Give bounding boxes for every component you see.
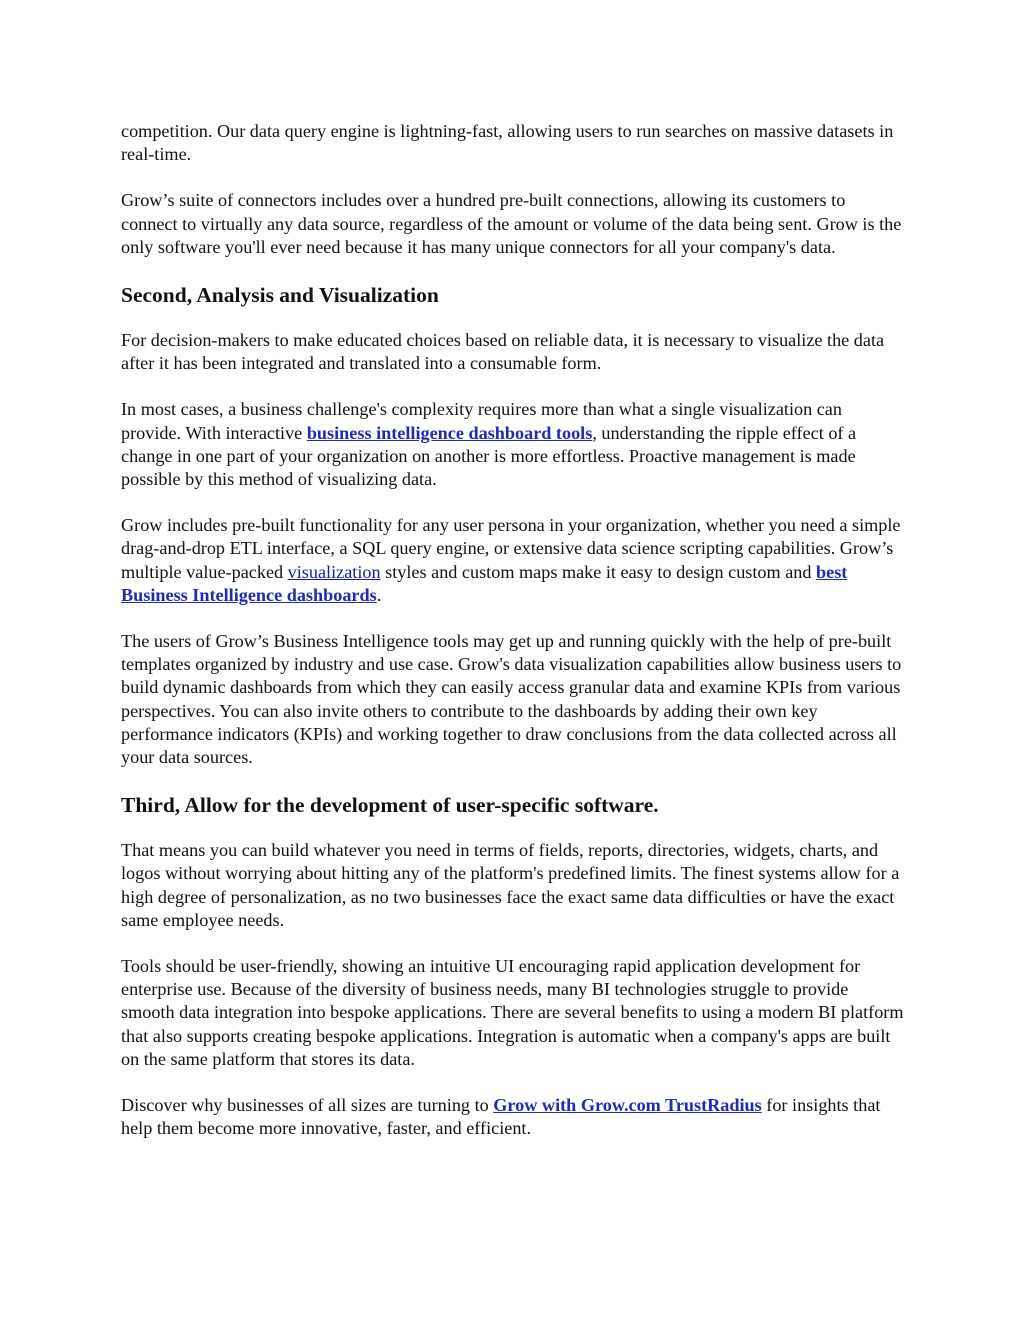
heading-analysis-visualization: Second, Analysis and Visualization [121,283,439,308]
paragraph-decision-makers: For decision-makers to make educated choices based on reliable data, it is necessary to visualize the data after it has been integrated and translated into a consumable form. [121,330,885,374]
paragraph-text: Discover why businesses of all sizes are turning to [121,1095,494,1116]
paragraph-text: for insights that help them become more innovative, faster, and efficient. [121,1095,881,1139]
link-best-bi-dashboards[interactable]: best Business Intelligence dashboards [121,561,848,605]
paragraph-text: . [376,584,382,605]
paragraph-build-whatever: That means you can build whatever you need in terms of fields, reports, directories, widgets, charts, and logos without worrying about hitting any of the platform's predefined limits. The finest systems allow for a high degree of personalization, as no two businesses face the exact same data difficulties or have the exact same employee needs. [121,840,900,930]
paragraph-user-friendly-tools: Tools should be user-friendly, showing an intuitive UI encouraging rapid application development for enterprise use. Because of the diversity of business needs, many BI technologies struggle to provide smooth data integration into bespoke applications. There are several benefits to using a modern BI platform that also supports creating bespoke applications. Integration is automatic when a company's apps are built on the same platform that stores its data. [121,956,904,1069]
link-visualization[interactable]: visualization [287,561,381,582]
paragraph-templates: The users of Grow’s Business Intelligence tools may get up and running quickly with the help of pre-built templates organized by industry and use case. Grow's data visualization capabilities allow business users to build dynamic dashboards from which they can easily access granular data and examine KPIs from various perspectives. You can also invite others to contribute to the dashboards by adding their own key performance indicators (KPIs) and working together to draw conclusions from the data collected across all your data sources. [121,631,902,768]
paragraph-text: In most cases, a business challenge's complexity requires more than what a single visualization can provide. With interactive [121,399,842,443]
paragraph-complexity [121,398,906,491]
paragraph-connectors: Grow’s suite of connectors includes over a hundred pre-built connections, allowing its customers to connect to virtually any data source, regardless of the amount or volume of the data being sent. Grow is the only software you'll ever need because it has many unique connectors for all your company's data. [121,190,902,257]
paragraph-user-persona [121,514,906,607]
paragraph-discover [121,1094,906,1140]
paragraph-text: Grow includes pre-built functionality for any user persona in your organization, whether you need a simple drag-and-drop ETL interface, a SQL query engine, or extensive data science scripting capabilities. Grow’s multiple value-packed [121,515,901,582]
document-page [121,120,906,1164]
paragraph-text: styles and custom maps make it easy to design custom and [380,561,817,582]
paragraph-text: , understanding the ripple effect of a change in one part of your organization on another is more effortless. Proactive management is made possible by this method of visualizing data. [121,422,857,490]
heading-user-specific-software: Third, Allow for the development of user-specific software. [121,793,659,818]
link-bi-dashboard-tools[interactable]: business intelligence dashboard tools [306,422,593,443]
paragraph-competition: competition. Our data query engine is lightning-fast, allowing users to run searches on massive datasets in real-time. [121,121,894,165]
link-grow-trustradius[interactable]: Grow with Grow.com TrustRadius [493,1095,762,1116]
